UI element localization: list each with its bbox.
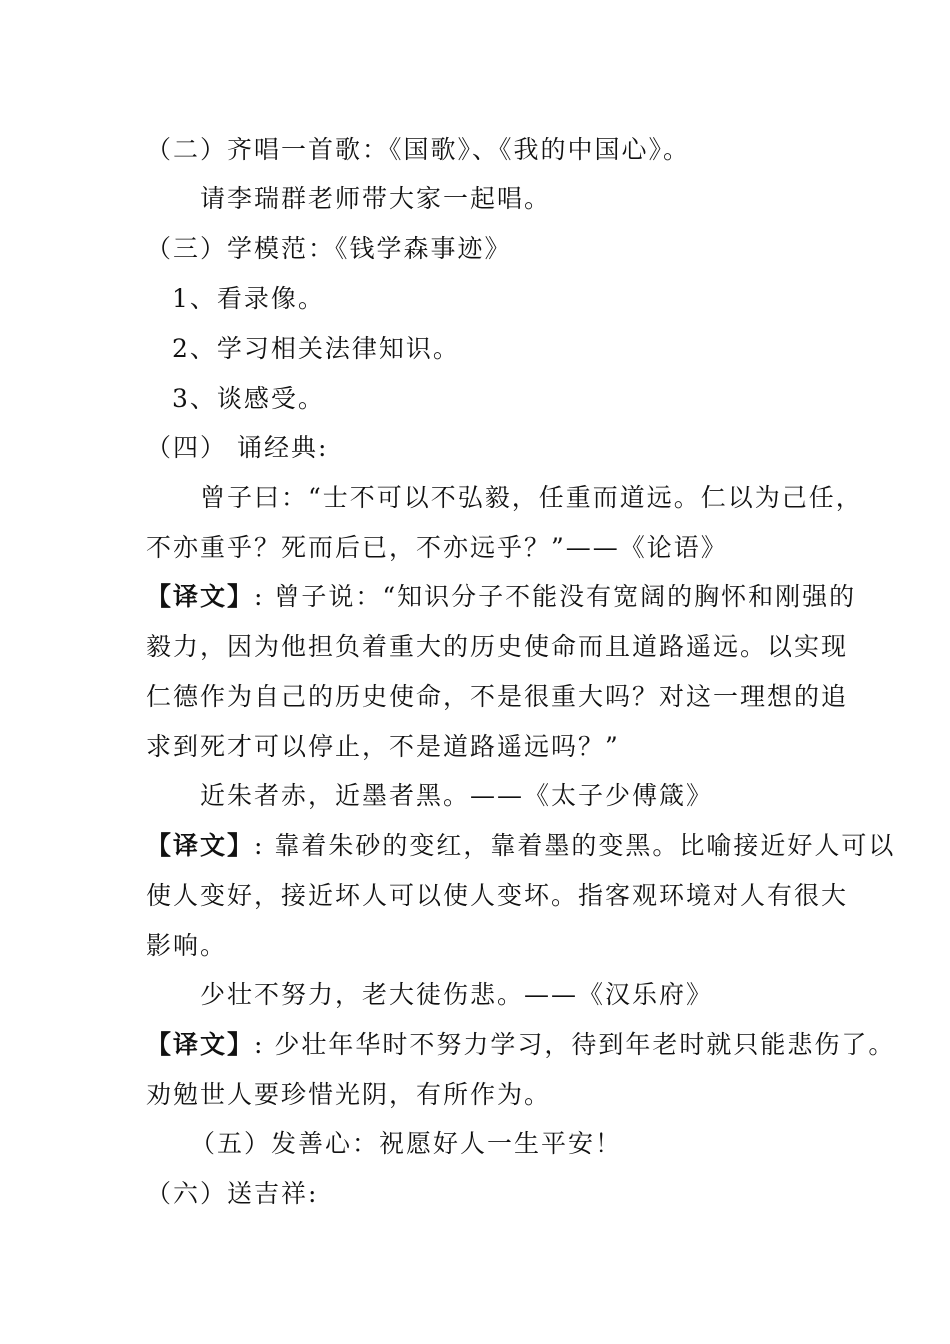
section-3-heading: （三）学模范：《钱学森事迹》 xyxy=(146,234,512,263)
translation-1-line-3: 仁德作为自己的历史使命，不是很重大吗？对这一理想的追 xyxy=(146,682,849,711)
translation-tag: 【译文】 xyxy=(146,1030,255,1059)
quote-1-line-2: 不亦重乎？死而后已，不亦远乎？”——《论语》 xyxy=(146,533,728,562)
translation-2-line-1 xyxy=(146,830,895,862)
quote-3: 少壮不努力，老大徒伤悲。——《汉乐府》 xyxy=(200,980,714,1009)
section-2-note: 请李瑞群老师带大家一起唱。 xyxy=(200,184,552,213)
translation-text: : 靠着朱砂的变红，靠着墨的变黑。比喻接近好人可以 xyxy=(254,831,896,860)
list-item-3: 3、谈感受。 xyxy=(172,384,325,413)
translation-tag: 【译文】 xyxy=(146,831,255,860)
quote-1-line-1: 曾子曰：“士不可以不弘毅，任重而道远。仁以为己任， xyxy=(200,483,863,512)
section-2-heading: （二）齐唱一首歌：《国歌》、《我的中国心》。 xyxy=(146,135,691,164)
translation-1-line-2: 毅力，因为他担负着重大的历史使命而且道路遥远。以实现 xyxy=(146,632,849,661)
translation-text: : 少壮年华时不努力学习，待到年老时就只能悲伤了。 xyxy=(254,1030,896,1059)
translation-text: : 曾子说：“知识分子不能没有宽阔的胸怀和刚强的 xyxy=(254,582,857,611)
translation-2-line-3: 影响。 xyxy=(146,931,228,960)
translation-3-line-1 xyxy=(146,1029,895,1061)
translation-2-line-2: 使人变好，接近坏人可以使人变坏。指客观环境对人有很大 xyxy=(146,881,849,910)
list-item-2: 2、学习相关法律知识。 xyxy=(172,334,460,363)
section-5-heading: （五）发善心：祝愿好人一生平安！ xyxy=(190,1129,623,1158)
section-4-heading: （四） 诵经典: xyxy=(146,433,329,462)
translation-tag: 【译文】 xyxy=(146,582,255,611)
list-item-1: 1、看录像。 xyxy=(172,284,325,313)
translation-1-line-1 xyxy=(146,581,856,613)
section-6-heading: （六）送吉祥: xyxy=(146,1179,319,1208)
translation-3-line-2: 劝勉世人要珍惜光阴，有所作为。 xyxy=(146,1080,552,1109)
quote-2: 近朱者赤，近墨者黑。——《太子少傅箴》 xyxy=(200,781,714,810)
translation-1-line-4: 求到死才可以停止，不是道路遥远吗？” xyxy=(146,732,620,761)
